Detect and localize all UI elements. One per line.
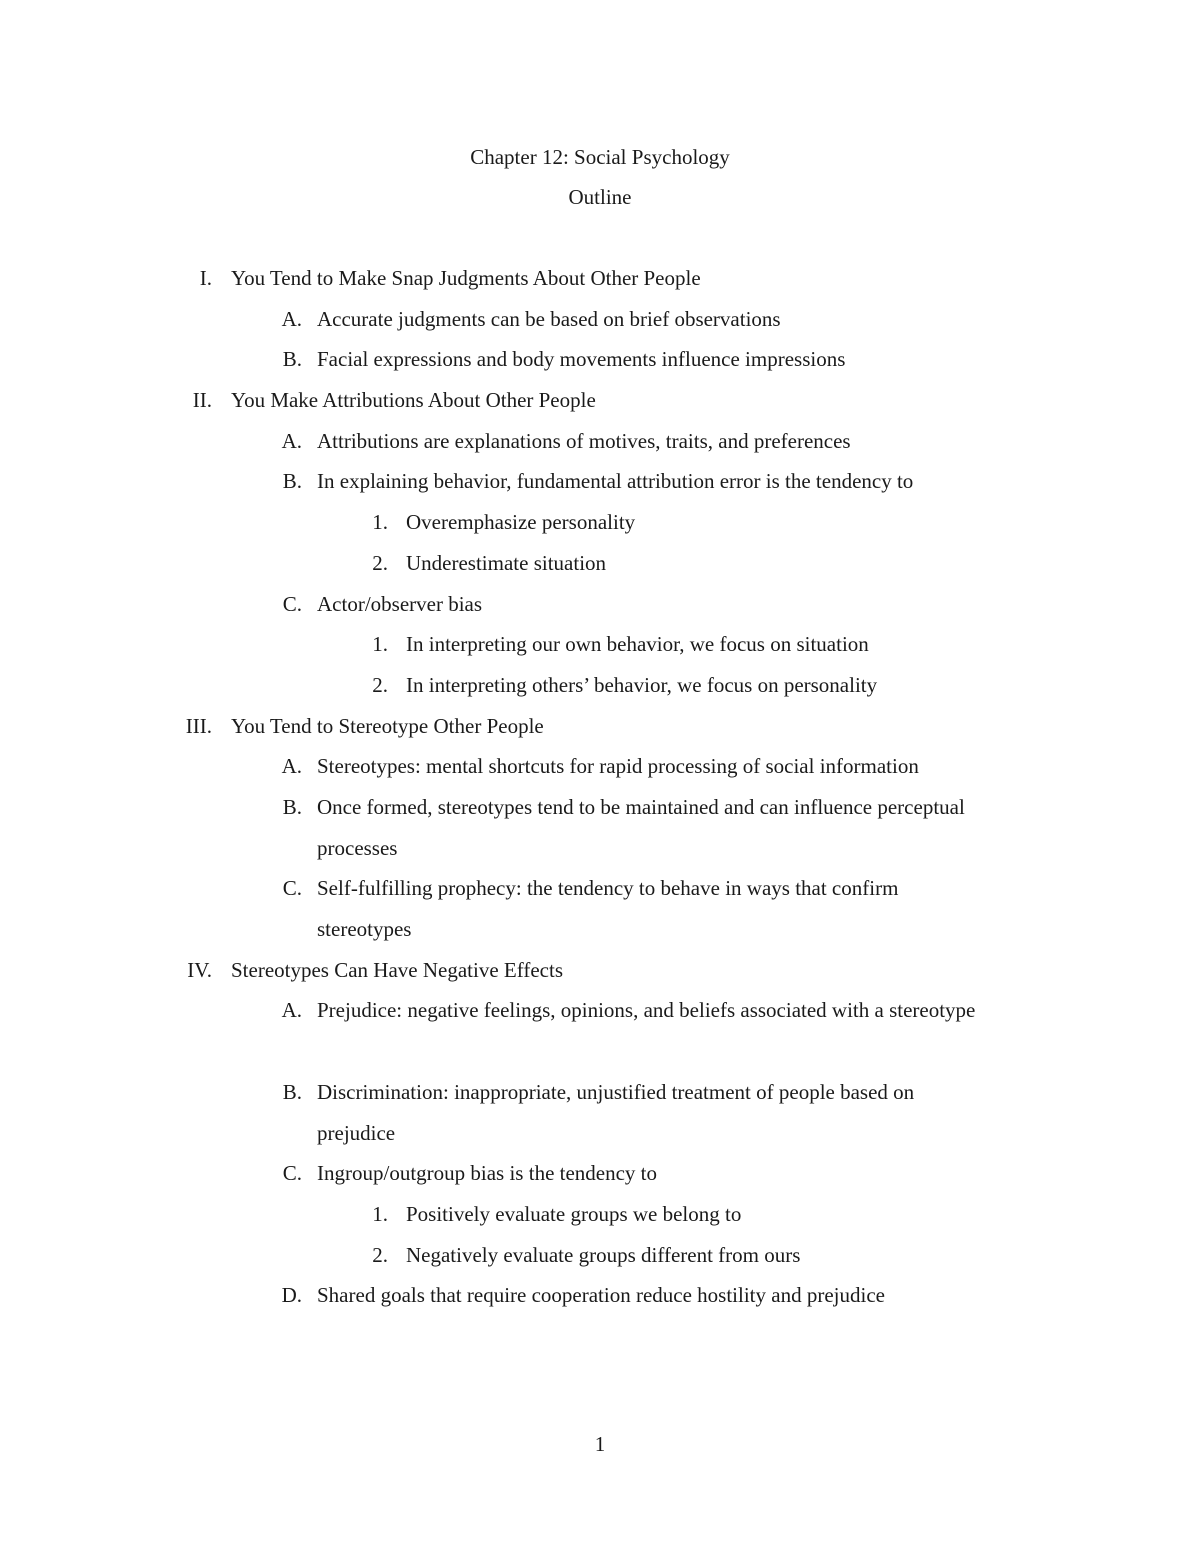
outline-item-marker: I. (199, 266, 212, 290)
outline-item-text: Overemphasize personality (406, 510, 636, 535)
outline-item-marker: D. (281, 1283, 302, 1308)
outline-item-text: Self-fulfilling prophecy: the tendency to behave in ways that confirm stereotypes (317, 876, 899, 942)
outline-item-marker: IV. (187, 957, 212, 982)
outline-item-level-2 (0, 461, 1200, 502)
outline-item-level-1 (0, 950, 1200, 991)
outline-item-text: Underestimate situation (406, 550, 607, 575)
outline-item-marker: B. (282, 794, 302, 819)
outline-item-text: Stereotypes Can Have Negative Effects (231, 957, 563, 982)
outline-item-level-2 (0, 787, 1200, 868)
outline-item-text: Positively evaluate groups we belong to (406, 1201, 742, 1226)
outline-item-level-3 (0, 1194, 1200, 1235)
outline-item-text: Prejudice: negative feelings, opinions, and beliefs associated with a stereotype (317, 998, 976, 1023)
outline-item-level-1 (0, 706, 1200, 747)
outline-item-marker: A. (281, 754, 302, 779)
outline-item-marker: B. (282, 1079, 302, 1104)
outline-item-text: Accurate judgments can be based on brief observations (317, 306, 781, 331)
outline-item-marker: B. (282, 469, 302, 494)
outline-item-marker: 1. (372, 510, 388, 535)
outline-item-marker: 1. (372, 632, 388, 657)
outline-item-text: You Tend to Stereotype Other People (231, 713, 544, 738)
outline-item-text: Once formed, stereotypes tend to be maintained and can influence perceptual processes (317, 794, 965, 860)
outline-item-text: In interpreting our own behavior, we focus on situation (406, 632, 869, 657)
outline-item-text: In interpreting others’ behavior, we focus on personality (406, 672, 878, 697)
outline-item-marker: C. (282, 591, 302, 616)
outline-item-level-3 (0, 665, 1200, 706)
outline-item-level-2 (0, 868, 1200, 949)
outline-item-marker: 1. (372, 1201, 388, 1226)
outline-item-text: Discrimination: inappropriate, unjustified treatment of people based on prejudice (317, 1079, 915, 1145)
outline-item-level-2 (0, 421, 1200, 462)
outline-item-text: Attributions are explanations of motives, traits, and preferences (317, 428, 851, 453)
outline-item-text: Actor/observer bias (317, 591, 483, 616)
outline-item-marker: 2. (372, 550, 388, 575)
outline-item-text: Shared goals that require cooperation reduce hostility and prejudice (317, 1283, 885, 1308)
outline-item-level-2 (0, 746, 1200, 787)
page-title: Chapter 12: Social Psychology (470, 145, 730, 169)
outline-item-level-3 (0, 1235, 1200, 1276)
outline-item-marker: C. (282, 876, 302, 901)
outline-item-text: You Tend to Make Snap Judgments About Other People (231, 266, 701, 290)
outline-item-level-2 (0, 1275, 1200, 1316)
outline-item-text: Negatively evaluate groups different from ours (406, 1242, 801, 1267)
outline-item-marker: C. (282, 1161, 302, 1186)
outline-item-marker: A. (281, 428, 302, 453)
page-number: 1 (594, 1432, 606, 1456)
outline-item-level-2 (0, 299, 1200, 340)
outline-item-text: Ingroup/outgroup bias is the tendency to (317, 1161, 658, 1186)
outline-item-level-1 (0, 380, 1200, 421)
outline-item-text: You Make Attributions About Other People (231, 388, 596, 413)
outline-item-marker: 2. (372, 1242, 388, 1267)
outline-item-marker: B. (282, 347, 302, 372)
outline-list (0, 258, 1200, 1316)
outline-item-text: Stereotypes: mental shortcuts for rapid processing of social information (317, 754, 919, 779)
outline-item-level-3 (0, 543, 1200, 584)
outline-item-text: In explaining behavior, fundamental attribution error is the tendency to (317, 469, 914, 494)
outline-item-marker: 2. (372, 672, 388, 697)
outline-item-level-2 (0, 339, 1200, 380)
outline-item-marker: A. (281, 306, 302, 331)
outline-item-level-2 (0, 584, 1200, 625)
outline-item-level-3 (0, 624, 1200, 665)
outline-item-text: Facial expressions and body movements influence impressions (317, 347, 846, 372)
outline-item-level-2 (0, 1072, 1200, 1153)
page-subtitle: Outline (568, 185, 632, 209)
outline-item-marker: II. (192, 388, 212, 413)
outline-item-marker: III. (185, 713, 212, 738)
outline-item-level-2 (0, 1153, 1200, 1194)
outline-item-level-1 (0, 258, 1200, 299)
outline-item-marker: A. (281, 998, 302, 1023)
outline-item-level-2 (0, 990, 1200, 1071)
outline-item-level-3 (0, 502, 1200, 543)
